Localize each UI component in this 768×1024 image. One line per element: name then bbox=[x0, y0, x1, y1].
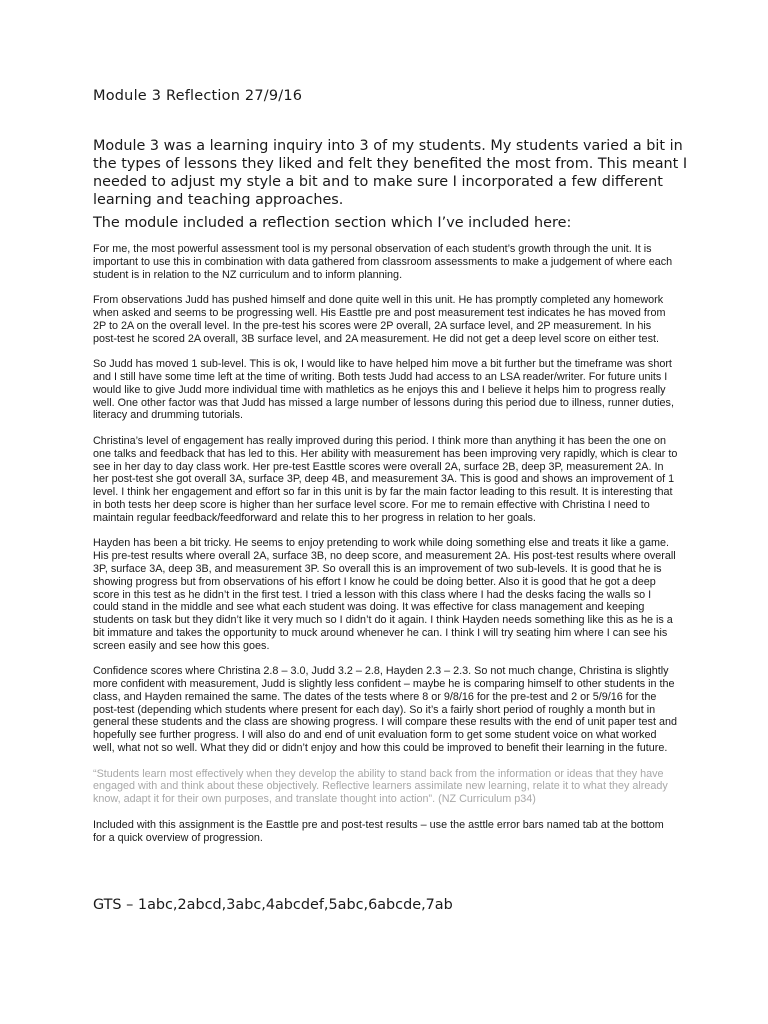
paragraph-judd-progress: So Judd has moved 1 sub-level. This is ok, I would like to have helped him move a bit further but the timeframe was short and I still have some time left at the time of writing. Both tests Judd had access to an LSA reader/writer. For future units I would like to give Judd more individual time with mathletics as he enjoys this and I believe it helps him to progress really well. One other factor was that Judd has missed a large number of lessons during this period due to illness, runner duties, literacy and drumming tutorials. bbox=[93, 358, 674, 422]
closing-paragraph: Included with this assignment is the Easttle pre and post-test results – use the asttle error bars named tab at the bottom for a quick overview of progression. bbox=[93, 818, 664, 844]
curriculum-quote: “Students learn most effectively when they develop the ability to stand back from the information or ideas that they have engaged with and think about these objectively. Reflective learners assimilate new learning, relate it to what they already know, adapt it for their own purposes, and translate thought into action”. (NZ Curriculum p34) bbox=[93, 767, 668, 806]
reflection-body bbox=[93, 243, 678, 857]
paragraph-confidence: Confidence scores where Christina 2.8 – 3.0, Judd 3.2 – 2.8, Hayden 2.3 – 2.3. So not much change, Christina is slightly more confident with measurement, Judd is slightly less confident – maybe he is comparing himself to other students in the class, and Hayden remained the same. The dates of the tests where 8 or 9/8/16 for the pre-test and 2 or 5/9/16 for the post-test (depending which students where present for each day). So it’s a fairly short period of roughly a month but in general these students and the class are showing progress. I will compare these results with the end of unit paper test and hopefully see further progress. I will also do and end of unit evaluation form to get some student voice on what worked well, what not so well. What they did or didn’t enjoy and how this could be improved to benefit their learning in the future. bbox=[93, 665, 677, 755]
paragraph-judd-observations: From observations Judd has pushed himself and done quite well in this unit. He has promptly completed any homework when asked and seems to be progressing well. His Easttle pre and post measurement test indicates he has moved from 2P to 2A on the overall level. In the pre-test his scores were 2P overall, 2A surface level, and 2P measurement. In his post-test he scored 2A overall, 3B surface level, and 2A measurement. He did not get a deep level score on either test. bbox=[93, 294, 666, 345]
reflection-subheading: The module included a reflection section which I’ve included here: bbox=[93, 215, 572, 231]
document-title: Module 3 Reflection 27/9/16 bbox=[93, 88, 303, 104]
gts-line: GTS – 1abc,2abcd,3abc,4abcdef,5abc,6abcde,7ab bbox=[93, 897, 453, 913]
paragraph-assessment: For me, the most powerful assessment tool is my personal observation of each student’s growth through the unit. It is important to use this in combination with data gathered from classroom assessments to make a judgement of where each student is in relation to the NZ curriculum and to inform planning. bbox=[93, 243, 673, 281]
paragraph-hayden: Hayden has been a bit tricky. He seems to enjoy pretending to work while doing something else and treats it like a game. His pre-test results where overall 2A, surface 3B, no deep score, and measurement 2A. His post-test results where overall 3P, surface 3A, deep 3B, and measurement 3P. So overall this is an improvement of two sub-levels. It is good that he is showing progress but from observations of his effort I know he could be doing better. Also it is good that he got a deep score in this test as he didn’t in the first test. I tried a lesson with this class where I had the desks facing the walls so I could stand in the middle and see what each student was doing. It was effective for class management and keeping students on task but they didn’t like it very much so I didn’t do it again. I think Hayden needs something like this as he is a bit immature and takes the opportunity to muck around whenever he can. I think I will try seating him where I can see his screen easily and see how this goes. bbox=[93, 537, 676, 652]
paragraph-christina: Christina’s level of engagement has really improved during this period. I think more than anything it has been the one on one talks and feedback that has led to this. Her ability with measurement has been improving very rapidly, which is clear to see in her day to day class work. Her pre-test Easttle scores were overall 2A, surface 2B, deep 3P, measurement 2A. In her post-test she got overall 3A, surface 3P, deep 4B, and measurement 3A. This is good and shows an improvement of 1 level. I think her engagement and effort so far in this unit is by far the main factor leading to this result. It is interesting that in both tests her deep score is higher than her surface level score. For me to remain effective with Christina I need to maintain regular feedback/feedforward and relate this to her progress in relation to her goals. bbox=[93, 434, 678, 524]
intro-paragraph: Module 3 was a learning inquiry into 3 of my students. My students varied a bit in the types of lessons they liked and felt they benefited the most from. This meant I needed to adjust my style a bit and to make sure I incorporated a few different learning and teaching approaches. bbox=[93, 138, 688, 208]
